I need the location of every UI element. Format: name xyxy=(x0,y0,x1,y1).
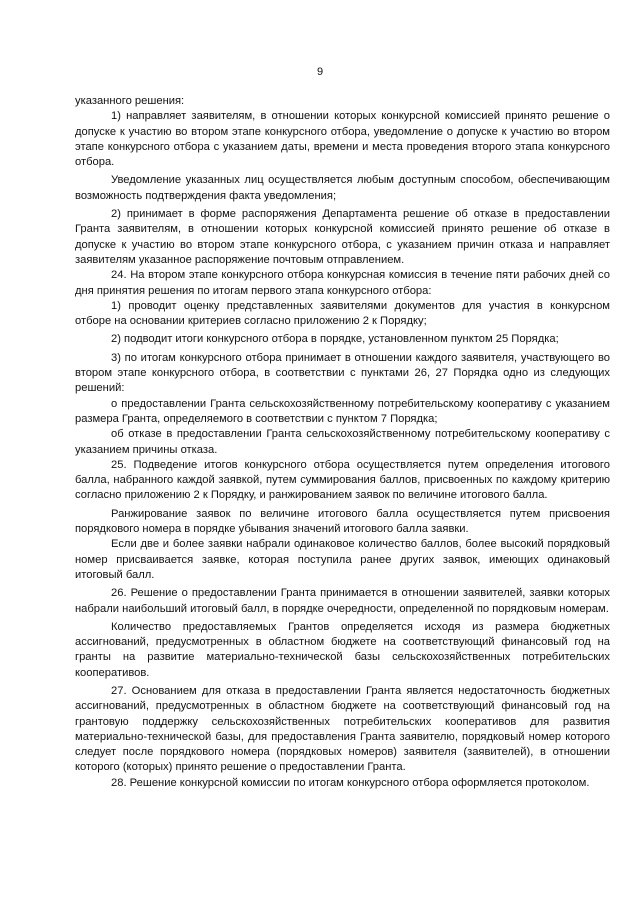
paragraph: 1) направляет заявителям, в отношении которых конкурсной комиссией принято решение о допуске к участию во втором этапе конкурсного отбора, уведомление о допуске к участию во втором этапе конкурсного отбора с указанием даты, времени и места проведения второго этапа конкурсного отбора. xyxy=(75,110,610,169)
paragraph: 3) по итогам конкурсного отбора принимает в отношении каждого заявителя, участвующего во втором этапе конкурсного отбора, в соответствии с пунктами 26, 27 Порядка одно из следующих решений: xyxy=(75,351,610,395)
paragraph: 26. Решение о предоставлении Гранта принимается в отношении заявителей, заявки которых набрали наибольший итоговый балл, в порядке очередности, определенной по порядковым номерам. xyxy=(75,587,610,615)
paragraph: о предоставлении Гранта сельскохозяйственному потребительскому кооперативу с указанием размера Гранта, определяемого в соответствии с пунктом 7 Порядка; xyxy=(75,397,610,425)
paragraph: 24. На втором этапе конкурсного отбора конкурсная комиссия в течение пяти рабочих дней со дня принятия решения по итогам первого этапа конкурсного отбора: xyxy=(75,269,610,297)
paragraph: 2) принимает в форме распоряжения Департамента решение об отказе в предоставлении Гранта заявителям, в отношении которых конкурсной комиссией принято решение об отказе в допуске к участию во втором этапе конкурсного отбора, с указанием причин отказа и направляет заявителям указанное распоряжение почтовым отправлением. xyxy=(75,208,610,266)
paragraph: 1) проводит оценку представленных заявителями документов для участия в конкурсном отборе на основании критериев согласно приложению 2 к Порядку; xyxy=(75,299,610,328)
paragraph: 2) подводит итоги конкурсного отбора в порядке, установленном пунктом 25 Порядка; xyxy=(111,333,559,346)
paragraph: указанного решения: xyxy=(75,95,185,107)
paragraph: Если две и более заявки набрали одинаковое количество баллов, более высокий порядковый номер присваивается заявке, которая поступила ранее других заявок, имеющих одинаковый итоговый балл. xyxy=(75,538,610,581)
paragraph: Ранжирование заявок по величине итогового балла осуществляется путем присвоения порядкового номера в порядке убывания значений итогового балла заявки. xyxy=(75,507,610,536)
document-body xyxy=(75,94,610,791)
paragraph: 27. Основанием для отказа в предоставлении Гранта является недостаточность бюджетных ассигнований, предусмотренных в областном бюджете на соответствующий финансовый год на грантовую поддержку сельскохозяйственных потребительских кооперативов для развития материально-технической базы, для предоставления Гранта заявителю, порядковый номер которого следует после порядкового номера (порядковых номеров) заявителя (заявителей), в отношении которого (которых) принято решение о предоставлении Гранта. xyxy=(75,684,610,774)
paragraph: 25. Подведение итогов конкурсного отбора осуществляется путем определения итогового балла, набранного каждой заявкой, путем суммирования баллов, присвоенных по каждому критерию согласно приложению 2 к Порядку, и ранжированием заявок по величине итогового балла. xyxy=(75,458,610,502)
paragraph: об отказе в предоставлении Гранта сельскохозяйственному потребительскому кооперативу с указанием причины отказа. xyxy=(75,428,610,456)
paragraph: Уведомление указанных лиц осуществляется любым доступным способом, обеспечивающим возможность подтверждения факта уведомления; xyxy=(75,174,610,202)
paragraph: Количество предоставляемых Грантов определяется исходя из размера бюджетных ассигнований, предусмотренных в областном бюджете на соответствующий финансовый год на гранты на развитие материально-технической базы сельскохозяйственных потребительских кооперативов. xyxy=(75,620,610,679)
page-number: 9 xyxy=(316,66,324,78)
paragraph: 28. Решение конкурсной комиссии по итогам конкурсного отбора оформляется протоколом. xyxy=(111,776,590,789)
